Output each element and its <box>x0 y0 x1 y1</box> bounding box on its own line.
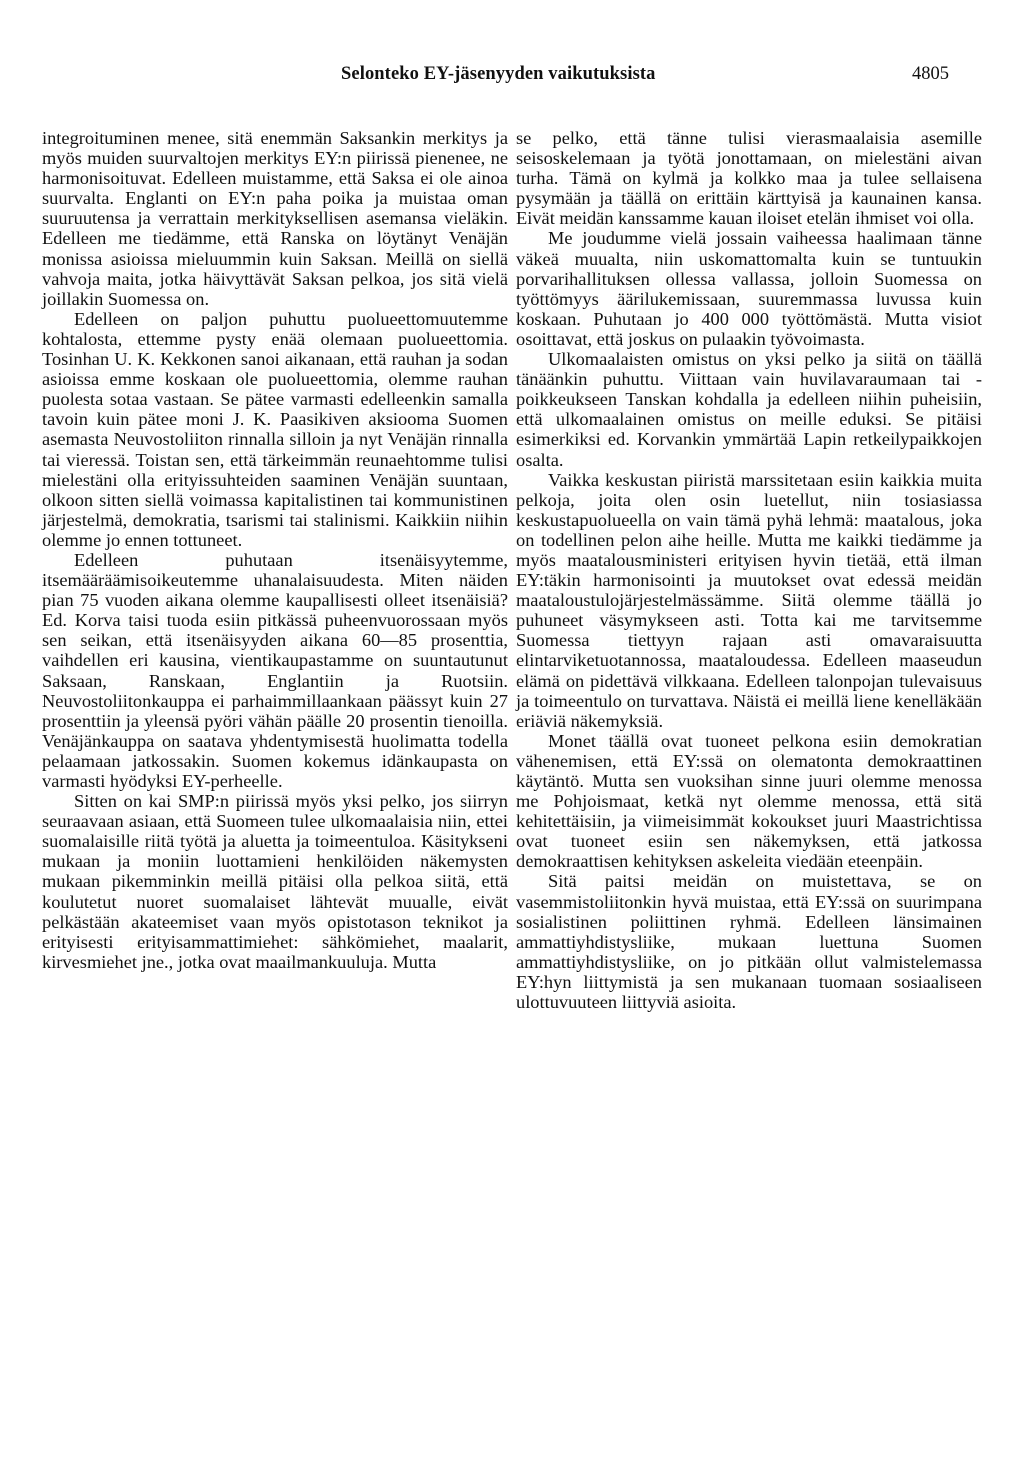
paragraph: Vaikka keskustan piiristä marssitetaan esiin kaikkia muita pelkoja, joita olen osin luetellut, niin tosiasiassa keskustapuolueella on vain tämä pyhä lehmä: maatalous, joka on todellinen pelon aihe heille. Mutta me kaikki tiedämme ja myös maatalousministeri erityisen hyvin tietää, että ilman EY:täkin harmonisointi ja muutokset ovat edessä meidän maataloustulojärjestelmässämme. Siitä olemme täällä jo puhuneet väsymykseen asti. Totta kai me tarvitsemme Suomessa tiettyyn rajaan asti omavaraisuutta elintarviketuotannossa, maataloudessa. Edelleen maaseudun elämä on pidettävä vilkkaana. Edelleen talonpojan tulevaisuus ja toimeentulo on turvattava. Näistä ei meillä liene kenelläkään eriäviä näkemyksiä. <box>516 469 982 731</box>
paragraph: Ulkomaalaisten omistus on yksi pelko ja siitä on täällä tänäänkin puhuttu. Viittaan vain huvilavaraumaan tai -poikkeukseen Tanskan kohdalla ja edelleen niihin puheisiin, että ulkomaalainen omistus on meille eduksi. Se pitäisi esimerkiksi ed. Korvankin ymmärtää Lapin retkeilypaikkojen osalta. <box>516 349 982 470</box>
running-header-title: Selonteko EY-jäsenyyden vaikutuksista <box>341 64 656 84</box>
paragraph: Sitten on kai SMP:n piirissä myös yksi pelko, jos siirryn seuraavaan asiaan, että Suomeen tulee ulkomaalaisia niin, ettei suomalaisille riitä työtä ja aluetta ja toimeentuloa. Käsitykseni mukaan ja moniin luottamieni henkilöiden näkemysten mukaan pikemminkin meillä pitäisi olla pelkoa siitä, että koulutetut nuoret suomalaiset lähtevät muualle, eivät pelkästään akateemiset vaan myös opistotason teknikot ja erityisesti erityisammattimiehet: sähkömiehet, maalarit, kirvesmiehet jne., jotka ovat maailmankuuluja. Mutta <box>42 791 508 972</box>
left-column <box>42 128 508 972</box>
paragraph: se pelko, että tänne tulisi vierasmaalaisia asemille seisoskelemaan ja työtä jonottamaan, on mielestäni aivan turha. Tämä on kylmä ja kolkko maa ja tulee sellaisena pysymään ja täällä on erittäin kärttyisä ja kaunainen kansa. Eivät meidän kanssamme kauan iloiset etelän ihmiset voi olla. <box>516 128 982 229</box>
paragraph: Edelleen puhutaan itsenäisyytemme, itsemääräämisoikeutemme uhanalaisuudesta. Miten näiden pian 75 vuoden aikana olemme kaupallisesti olleet itsenäisiä? Ed. Korva taisi tuoda esiin pitkässä puheenvuorossaan myös sen seikan, että itsenäisyyden aikana 60—85 prosenttia, vaihdellen eri kausina, vientikaupastamme on suuntautunut Saksaan, Ranskaan, Englantiin ja Ruotsiin. Neuvostoliitonkauppa ei parhaimmillaankaan päässyt kuin 27 prosenttiin ja yleensä pyöri vähän päälle 20 prosentin tienoilla. Venäjänkauppa on saatava yhdentymisestä huolimatta todella pelaamaan jatkossakin. Suomen kokemus idänkaupasta on varmasti hyödyksi EY-perheelle. <box>42 549 508 791</box>
paragraph: Me joudumme vielä jossain vaiheessa haalimaan tänne väkeä muualta, niin uskomattomalta kuin se tuntuukin porvarihallituksen ollessa vallassa, jolloin Suomessa on työttömyys äärilukemissaan, suuremmassa luvussa kuin koskaan. Puhutaan jo 400 000 työttömästä. Mutta visiot osoittavat, että joskus on pulaakin työvoimasta. <box>516 228 982 349</box>
right-column <box>516 128 982 1012</box>
paragraph: integroituminen menee, sitä enemmän Saksankin merkitys ja myös muiden suurvaltojen merkitys EY:n piirissä pienenee, ne harmonisoituvat. Edelleen muistamme, että Saksa ei ole ainoa suurvalta. Englanti on EY:n paha poika ja muistaa oman suuruutensa ja verrattain merkityksellisen asemansa vieläkin. Edelleen me tiedämme, että Ranska on löytänyt Venäjän monissa asioissa mieluummin kuin Saksan. Meillä on siellä vahvoja maita, jotka häivyttävät Saksan pelkoa, jos sitä vielä joillakin Suomessa on. <box>42 128 508 309</box>
paragraph: Monet täällä ovat tuoneet pelkona esiin demokratian vähenemisen, että EY:ssä on olematonta demokraattinen käytäntö. Mutta sen vuoksihan sinne juuri olemme menossa me Pohjoismaat, ketkä nyt olemme menossa, että sitä kehitettäisiin, ja viimeisimmät kokoukset juuri Maastrichtissa ovat tuoneet esiin sen näkemyksen, että jatkossa demokraattisen kehityksen askeleita viedään eteenpäin. <box>516 730 982 872</box>
paragraph: Edelleen on paljon puhuttu puolueettomuutemme kohtalosta, ettemme pysty enää olemaan puolueettomia. Tosinhan U. K. Kekkonen sanoi aikanaan, että rauhan ja sodan asioissa emme koskaan ole puolueettomia, olemme rauhan puolesta sotaa vastaan. Se pätee varmasti edelleenkin samalla tavoin kuin pätee moni J. K. Paasikiven aksiooma Suomen asemasta Neuvostoliiton rinnalla silloin ja nyt Venäjän rinnalla tai vieressä. Toistan sen, että tärkeimmän reunaehtomme tulisi mielestäni olla erityissuhteiden saaminen Venäjän suuntaan, olkoon sitten siellä voimassa kapitalistinen tai kommunistinen järjestelmä, demokratia, tsarismi tai stalinismi. Kaikkiin niihin olemme jo ennen tottuneet. <box>42 308 508 550</box>
paragraph: Sitä paitsi meidän on muistettava, se on vasemmistoliitonkin hyvä muistaa, että EY:ssä on suurimpana sosialistinen poliittinen ryhmä. Edelleen länsimainen ammattiyhdistysliike, mukaan luettuna Suomen ammattiyhdistysliike, on jo pitkään ollut valmistelemassa EY:hyn liittymistä ja sen mukanaan tuomaan sosiaaliseen ulottuvuuteen liittyviä asioita. <box>516 871 982 1013</box>
page-number: 4805 <box>912 64 949 84</box>
